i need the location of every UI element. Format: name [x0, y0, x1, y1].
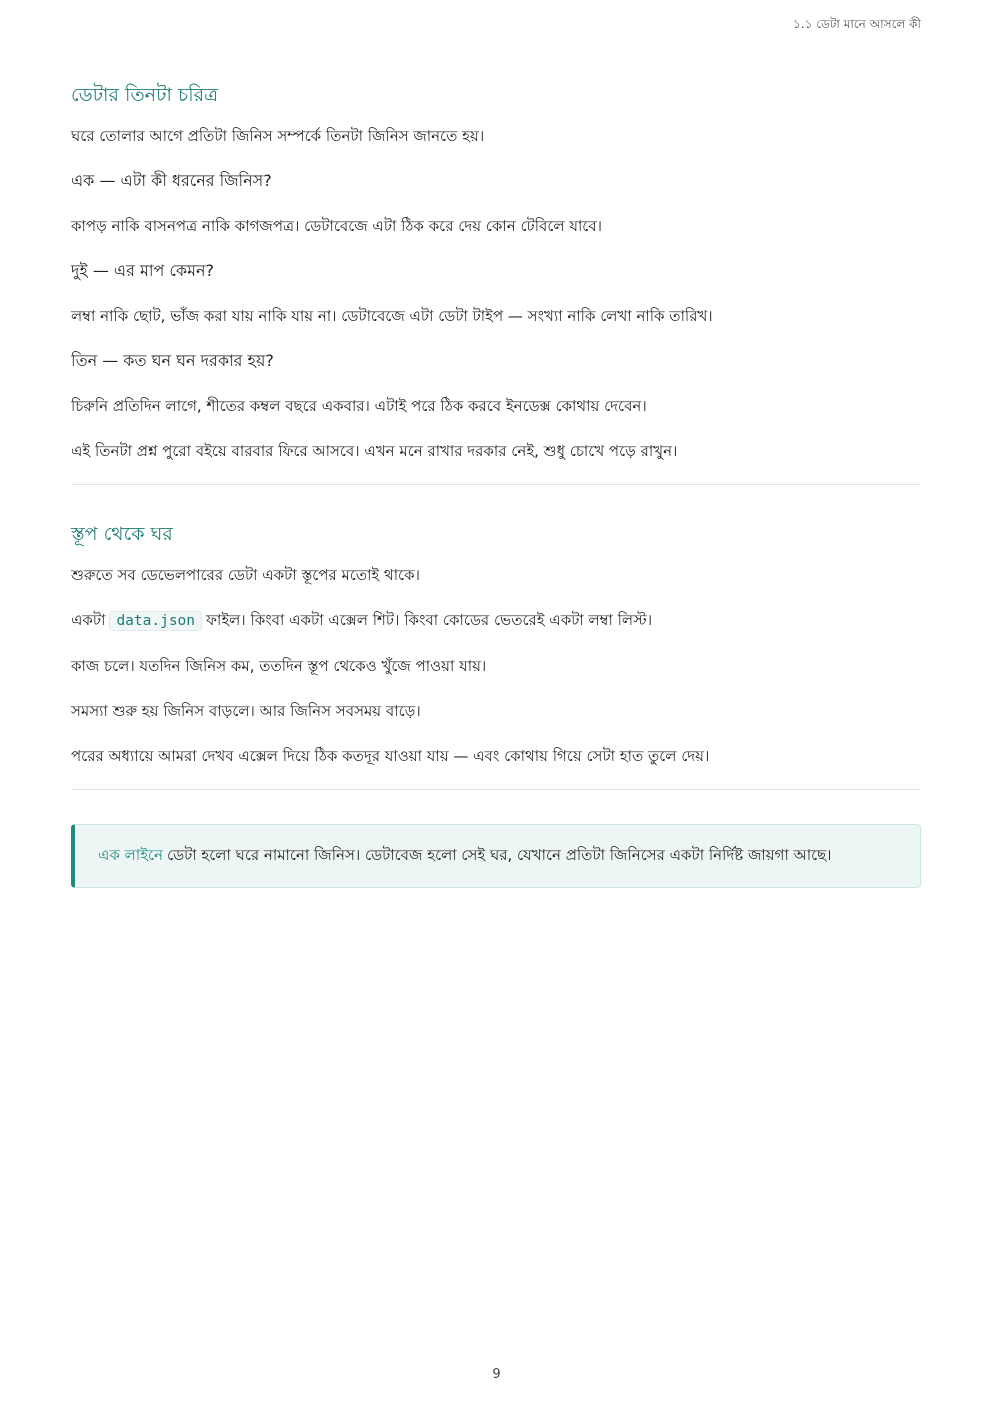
section-divider: [71, 484, 921, 485]
page-content: [71, 80, 921, 888]
section-title: স্তূপ থেকে ঘর: [71, 523, 173, 545]
question-paragraph: দুই — এর মাপ কেমন?: [71, 261, 215, 280]
paragraph: এই তিনটা প্রশ্ন পুরো বইয়ে বারবার ফিরে আসবে। এখন মনে রাখার দরকার নেই, শুধু চোখে পড়ে রাখুন।: [71, 442, 678, 460]
paragraph-text: একটা: [71, 611, 106, 629]
paragraph: কাপড় নাকি বাসনপত্র নাকি কাগজপত্র। ডেটাবেজে এটা ঠিক করে দেয় কোন টেবিলে যাবে।: [71, 217, 603, 235]
section-divider: [71, 789, 921, 790]
paragraph: লম্বা নাকি ছোট, ভাঁজ করা যায় নাকি যায় না। ডেটাবেজে এটা ডেটা টাইপ — সংখ্যা নাকি লেখা নাকি তারিখ।: [71, 307, 713, 325]
paragraph: পরের অধ্যায়ে আমরা দেখব এক্সেল দিয়ে ঠিক কতদূর যাওয়া যায় — এবং কোথায় গিয়ে সেটা হাত তুলে দেয়।: [71, 747, 710, 765]
running-header: ১.১ ডেটা মানে আসলে কী: [792, 17, 921, 31]
page-number: 9: [492, 1367, 501, 1382]
paragraph: কাজ চলে। যতদিন জিনিস কম, ততদিন স্তূপ থেকেও খুঁজে পাওয়া যায়।: [71, 657, 487, 675]
inline-code: data.json: [109, 611, 202, 631]
paragraph-text: ফাইল। কিংবা একটা এক্সেল শিট। কিংবা কোডের ভেতরেই একটা লম্বা লিস্ট।: [206, 611, 653, 629]
paragraph: চিরুনি প্রতিদিন লাগে, শীতের কম্বল বছরে একবার। এটাই পরে ঠিক করবে ইনডেক্স কোথায় দেবেন।: [71, 397, 647, 415]
paragraph: সমস্যা শুরু হয় জিনিস বাড়লে। আর জিনিস সবসময় বাড়ে।: [71, 702, 421, 720]
section-title: ডেটার তিনটা চরিত্র: [71, 84, 219, 106]
callout-text: ডেটা হলো ঘরে নামানো জিনিস। ডেটাবেজ হলো সেই ঘর, যেখানে প্রতিটা জিনিসের একটা নির্দিষ্ট জায়গা আছে।: [166, 845, 832, 864]
paragraph-with-code: [71, 608, 921, 633]
summary-callout: [71, 824, 921, 888]
paragraph: শুরুতে সব ডেভেলপারের ডেটা একটা স্তূপের মতোই থাকে।: [71, 566, 420, 584]
callout-label: এক লাইনে: [98, 845, 163, 864]
question-paragraph: তিন — কত ঘন ঘন দরকার হয়?: [71, 351, 274, 370]
question-paragraph: এক — এটা কী ধরনের জিনিস?: [71, 171, 272, 190]
paragraph: ঘরে তোলার আগে প্রতিটা জিনিস সম্পর্কে তিনটা জিনিস জানতে হয়।: [71, 127, 485, 145]
